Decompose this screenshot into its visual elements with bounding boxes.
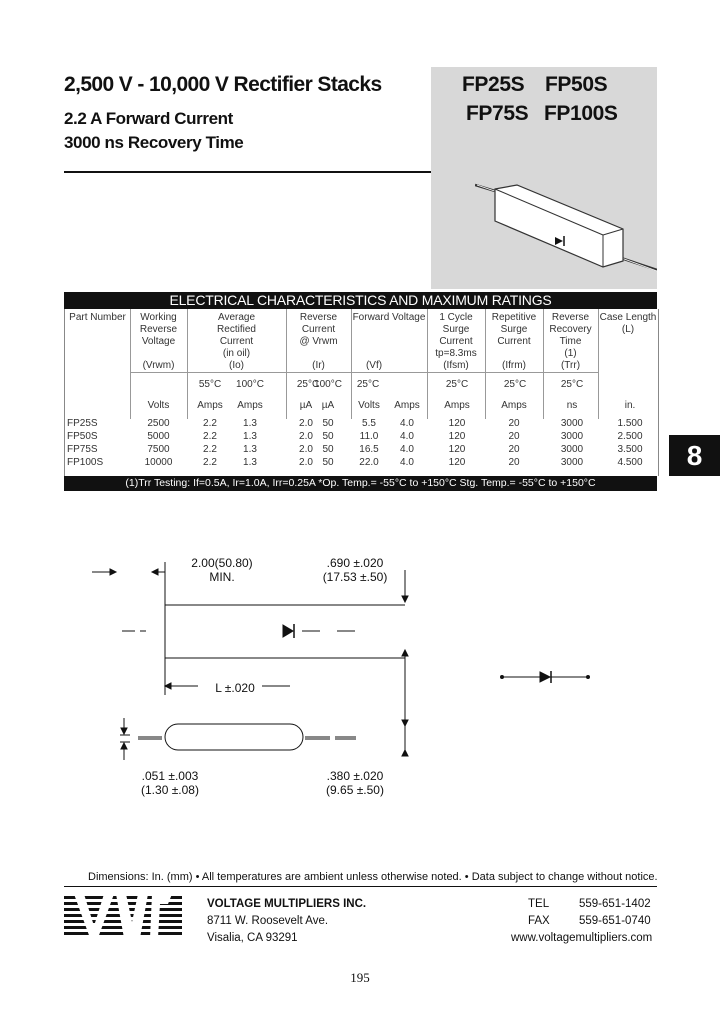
subtitle-recovery: 3000 ns Recovery Time <box>64 133 244 152</box>
unit-label: in. <box>624 400 636 411</box>
cell-ir100: 50 <box>322 431 334 442</box>
cell-io55: 2.2 <box>203 431 217 442</box>
cell-length: 1.500 <box>617 418 643 429</box>
cell-ifsm: 120 <box>448 431 466 442</box>
cell-ifsm: 120 <box>448 457 466 468</box>
table-title: ELECTRICAL CHARACTERISTICS AND MAXIMUM RATINGS <box>64 292 657 309</box>
cell-ir100: 50 <box>322 457 334 468</box>
cell-io100: 1.3 <box>243 431 257 442</box>
cell-vrwm: 5000 <box>147 431 170 442</box>
cell-io55: 2.2 <box>203 444 217 455</box>
col-head-text: Surge <box>500 324 528 335</box>
col-head-text: Repetitive <box>491 312 537 323</box>
dim-lead-diameter-mm: (1.30 ±.08) <box>141 783 199 797</box>
cell-part: FP50S <box>67 431 98 442</box>
cell-vf: 5.5 <box>362 418 376 429</box>
col-head-text: (Trr) <box>560 360 581 371</box>
section-tab: 8 <box>669 435 720 476</box>
cell-vf: 22.0 <box>359 457 379 468</box>
col-head-text: (Vrwm) <box>142 360 175 371</box>
cell-vf-amps: 4.0 <box>400 444 414 455</box>
fax-label: FAX <box>528 915 550 927</box>
temp-label: 25°C <box>445 379 469 390</box>
unit-label: Amps <box>237 400 263 411</box>
dim-lead-length-note: MIN. <box>209 570 235 584</box>
company-address-line2: Visalia, CA 93291 <box>207 932 298 944</box>
col-head-text: 1 Cycle <box>439 312 473 323</box>
cell-ifrm: 20 <box>508 444 520 455</box>
col-head-text: tp=8.3ms <box>435 348 477 359</box>
table-row <box>65 418 658 431</box>
fax-number: 559-651-0740 <box>579 915 651 927</box>
col-head-text: (Vf) <box>365 360 383 371</box>
part-number: FP75S <box>466 102 529 125</box>
unit-label: Volts <box>147 400 170 411</box>
table-row <box>65 457 658 470</box>
cell-io100: 1.3 <box>243 418 257 429</box>
cell-trr: 3000 <box>560 444 584 455</box>
cell-ir25: 2.0 <box>299 444 313 455</box>
temp-label: 100°C <box>314 379 342 390</box>
col-head-text: (Ir) <box>312 360 325 371</box>
company-address-line1: 8711 W. Roosevelt Ave. <box>207 915 329 927</box>
unit-label: µA <box>321 400 335 411</box>
unit-label: Amps <box>197 400 223 411</box>
cell-io100: 1.3 <box>243 457 257 468</box>
col-head-text: Average <box>217 312 256 323</box>
dim-body-width: .380 ±.020 <box>326 769 384 783</box>
col-head-text: Current <box>497 336 531 347</box>
cell-vrwm: 2500 <box>147 418 170 429</box>
page-title: 2,500 V - 10,000 V Rectifier Stacks <box>64 73 382 96</box>
col-head-text: Current <box>219 336 254 347</box>
temp-label: 25°C <box>560 379 584 390</box>
unit-label: Amps <box>501 400 527 411</box>
col-head-part: Part Number <box>69 312 126 323</box>
cell-io55: 2.2 <box>203 418 217 429</box>
part-numbers-panel <box>431 67 657 289</box>
cell-ir25: 2.0 <box>299 457 313 468</box>
cell-ir25: 2.0 <box>299 431 313 442</box>
cell-length: 3.500 <box>617 444 643 455</box>
col-head-text: Voltage <box>141 336 176 347</box>
col-head-text: Reverse <box>551 312 590 323</box>
unit-label: µA <box>299 400 313 411</box>
cell-length: 4.500 <box>617 457 643 468</box>
cell-ir100: 50 <box>322 444 334 455</box>
component-illustration <box>475 177 657 289</box>
cell-trr: 3000 <box>560 457 584 468</box>
table-rows <box>65 418 658 474</box>
header-rule <box>64 171 432 173</box>
col-head-text: Case Length <box>599 312 657 323</box>
cell-vrwm: 7500 <box>147 444 170 455</box>
temp-label: 25°C <box>296 379 320 390</box>
dim-body-height: .690 ±.020 <box>326 556 384 570</box>
col-head-text: Forward Voltage <box>352 312 426 323</box>
page-number: 195 <box>350 970 370 985</box>
cell-part: FP25S <box>67 418 98 429</box>
cell-trr: 3000 <box>560 418 584 429</box>
col-head-text: Current <box>439 336 473 347</box>
temp-label: 25°C <box>356 379 380 390</box>
col-head-text: (in oil) <box>222 348 251 359</box>
cell-vf: 11.0 <box>359 431 379 442</box>
dim-lead-length: 2.00(50.80) <box>191 556 253 570</box>
tel-label: TEL <box>528 898 550 910</box>
temp-label: 25°C <box>503 379 527 390</box>
part-number: FP50S <box>545 73 608 96</box>
cell-vf-amps: 4.0 <box>400 457 414 468</box>
col-head-text: Current <box>301 324 336 335</box>
col-head-text: Recovery <box>549 324 592 335</box>
cell-vf-amps: 4.0 <box>400 418 414 429</box>
col-head-text: (L) <box>621 324 635 335</box>
temp-label: 55°C <box>198 379 222 390</box>
cell-ifsm: 120 <box>448 418 466 429</box>
col-head-text: Surge <box>442 324 470 335</box>
company-logo <box>64 894 182 940</box>
cell-vf-amps: 4.0 <box>400 431 414 442</box>
cell-ifrm: 20 <box>508 418 520 429</box>
unit-label: Amps <box>394 400 420 411</box>
cell-trr: 3000 <box>560 431 584 442</box>
cell-length: 2.500 <box>617 431 643 442</box>
company-name: VOLTAGE MULTIPLIERS INC. <box>207 898 367 910</box>
col-head-text: Time <box>559 336 582 347</box>
dim-lead-diameter: .051 ±.003 <box>141 769 199 783</box>
cell-part: FP100S <box>67 457 104 468</box>
col-head-text: @ Vrwm <box>299 336 338 347</box>
unit-label: Volts <box>358 400 380 411</box>
cell-ifsm: 120 <box>448 444 466 455</box>
table-row <box>65 444 658 457</box>
ratings-table <box>64 309 659 476</box>
col-head-text: Rectified <box>217 324 256 335</box>
col-head-text: (1) <box>564 348 577 359</box>
col-head-text: Reverse <box>299 312 338 323</box>
cell-ifrm: 20 <box>508 457 520 468</box>
cell-ir25: 2.0 <box>299 418 313 429</box>
cell-part: FP75S <box>67 444 98 455</box>
col-head-text: (Ifrm) <box>502 360 526 371</box>
dim-case-length: L ±.020 <box>215 681 255 695</box>
dimensions-footnote: Dimensions: In. (mm) • All temperatures are ambient unless otherwise noted. • Data subject to change without notice. <box>88 871 658 883</box>
cell-ifrm: 20 <box>508 431 520 442</box>
temp-label: 100°C <box>236 379 264 390</box>
part-number: FP100S <box>544 102 618 125</box>
website-link[interactable]: www.voltagemultipliers.com <box>511 932 653 944</box>
col-head-text: Reverse <box>139 324 178 335</box>
part-number: FP25S <box>462 73 525 96</box>
table-row <box>65 431 658 444</box>
tel-number: 559-651-1402 <box>579 898 651 910</box>
cell-vrwm: 10000 <box>144 457 173 468</box>
col-head-text: (Ifsm) <box>443 360 469 371</box>
unit-label: Amps <box>444 400 470 411</box>
cell-io100: 1.3 <box>243 444 257 455</box>
dim-body-height-mm: (17.53 ±.50) <box>322 570 388 584</box>
cell-io55: 2.2 <box>203 457 217 468</box>
subtitle-current: 2.2 A Forward Current <box>64 109 233 128</box>
col-head-text: (Io) <box>229 360 244 371</box>
cell-vf: 16.5 <box>359 444 379 455</box>
col-head-text: Working <box>140 312 177 323</box>
dim-body-width-mm: (9.65 ±.50) <box>326 783 384 797</box>
cell-ir100: 50 <box>322 418 334 429</box>
table-footnote: (1)Trr Testing: If=0.5A, Ir=1.0A, Irr=0.25A *Op. Temp.= -55°C to +150°C Stg. Temp.= -55°C to +150°C <box>64 476 657 491</box>
footer-rule <box>64 886 657 887</box>
unit-label: ns <box>566 400 578 411</box>
